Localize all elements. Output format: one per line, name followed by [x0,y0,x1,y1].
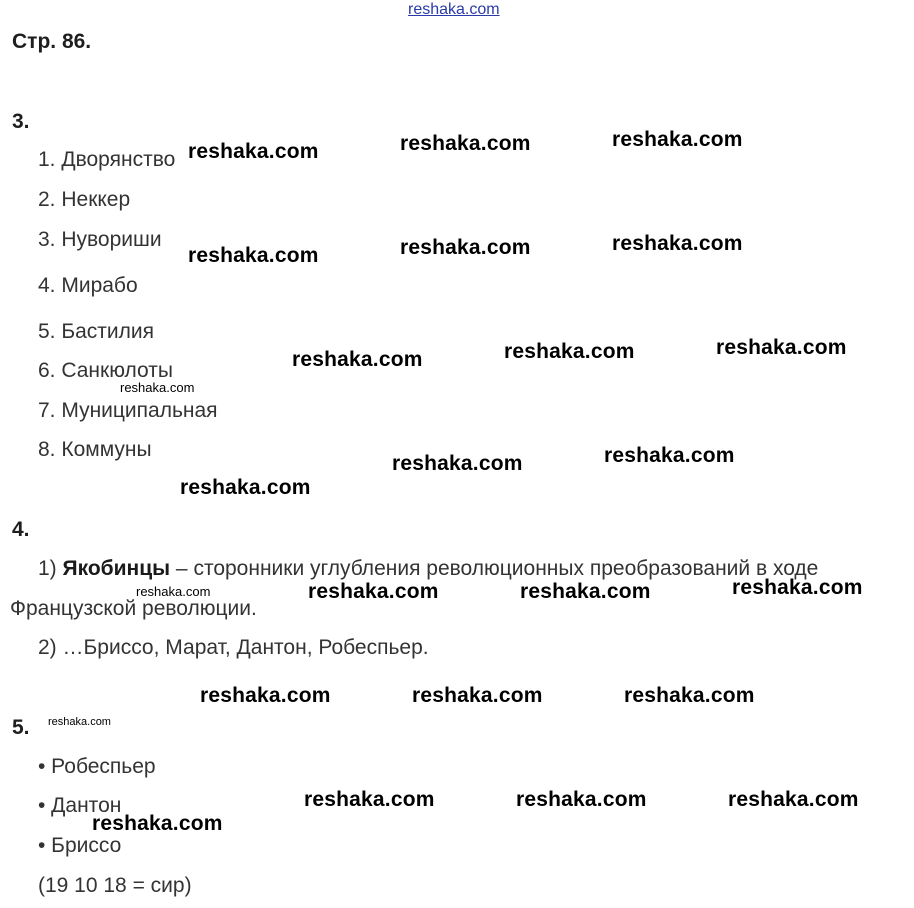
watermark: reshaka.com [612,232,743,255]
watermark: reshaka.com [304,788,435,811]
watermark: reshaka.com [412,684,543,707]
watermark: reshaka.com [612,128,743,151]
watermark: reshaka.com [136,584,211,599]
list-item: 8. Коммуны [38,438,152,461]
list-item: • Бриссо [38,834,122,857]
watermark: reshaka.com [92,812,223,835]
section-3-number: 3. [12,110,30,133]
watermark: reshaka.com [200,684,331,707]
watermark: reshaka.com [604,444,735,467]
list-item: 7. Муниципальная [38,399,218,422]
list-item: 3. Нувориши [38,228,162,251]
definition-term: Якобинцы [62,557,171,580]
watermark: reshaka.com [400,132,531,155]
watermark: reshaka.com [292,348,423,371]
watermark: reshaka.com [504,340,635,363]
watermark: reshaka.com [624,684,755,707]
section-5-number: 5. [12,716,30,739]
page-title: Стр. 86. [12,30,92,53]
list-item: 2. Неккер [38,188,131,211]
top-watermark: reshaka.com [408,1,500,18]
names-line: 2) …Бриссо, Марат, Дантон, Робеспьер. [38,636,429,659]
list-item: 1. Дворянство [38,148,176,171]
watermark: reshaka.com [400,236,531,259]
watermark: reshaka.com [516,788,647,811]
watermark: reshaka.com [180,476,311,499]
list-item: 4. Мирабо [38,274,138,297]
watermark: reshaka.com [728,788,859,811]
watermark: reshaka.com [308,580,439,603]
watermark: reshaka.com [520,580,651,603]
watermark: reshaka.com [120,380,195,395]
definition-line [38,557,818,581]
definition-text: – сторонники углубления революционных преобразований в ходе [170,557,819,580]
watermark: reshaka.com [392,452,523,475]
watermark: reshaka.com [48,716,111,728]
section-4-number: 4. [12,518,30,541]
code-line: (19 10 18 = сир) [38,874,192,897]
list-item: • Робеспьер [38,755,156,778]
watermark: reshaka.com [188,140,319,163]
watermark: reshaka.com [188,244,319,267]
watermark: reshaka.com [732,576,863,599]
list-item: 5. Бастилия [38,320,155,343]
definition-continuation: Французской революции. [10,597,257,620]
watermark: reshaka.com [716,336,847,359]
list-item: • Дантон [38,794,122,817]
list-item: 6. Санкюлоты [38,359,173,382]
definition-prefix: 1) [38,557,63,580]
